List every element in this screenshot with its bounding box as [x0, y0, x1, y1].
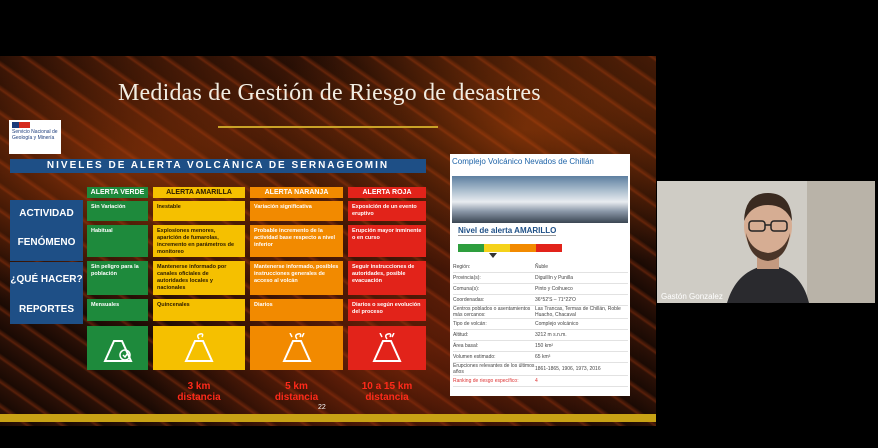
volcano-major-eruption-icon — [348, 326, 426, 370]
info-row — [453, 363, 628, 376]
info-value: Pinto y Coihueco — [535, 286, 573, 292]
info-key: Área basal: — [453, 343, 479, 349]
volcano-eruption-icon — [250, 326, 343, 370]
alert-pointer-icon — [489, 253, 497, 258]
card-title: Complejo Volcánico Nevados de Chillán — [452, 157, 594, 166]
info-value: Ñuble — [535, 264, 549, 270]
alert-cell: Probable incremento de la actividad base respecto a nivel inferior — [250, 225, 343, 257]
alert-cell: Quincenales — [153, 299, 245, 321]
footer-strip — [0, 414, 656, 422]
info-row — [453, 306, 628, 319]
alert-cell: Variación significativa — [250, 201, 343, 221]
page-number: 22 — [318, 404, 326, 411]
alert-cell: Erupción mayor inminente o en curso — [348, 225, 426, 257]
volcano-check-icon — [87, 326, 148, 370]
alert-cell: Sin peligro para la población — [87, 261, 148, 295]
info-key: Tipo de volcán: — [453, 321, 487, 327]
alert-bar-segment — [484, 244, 510, 252]
info-value: 3212 m s.n.m. — [535, 332, 567, 338]
sernageomin-logo: Servicio Nacional de Geología y Minería — [9, 120, 61, 154]
alert-cell: Mantenerse informado por canales oficiales de autoridades locales y nacionales — [153, 261, 245, 295]
row-label: ¿QUÉ HACER? — [10, 262, 83, 298]
info-row — [453, 319, 628, 330]
volcano-smoke-icon — [153, 326, 245, 370]
alert-cell: Mantenerse informado, posibles instrucciones generales de acceso al volcán — [250, 261, 343, 295]
alert-cell: Diarios — [250, 299, 343, 321]
info-key: Coordenadas: — [453, 297, 485, 303]
column-header: ALERTA AMARILLA — [153, 187, 245, 198]
alert-cell: Diarios o según evolución del proceso — [348, 299, 426, 321]
participant-video — [657, 181, 875, 303]
info-row — [453, 376, 628, 387]
alert-cell: Exposición de un evento eruptivo — [348, 201, 426, 221]
alert-bar-segment — [510, 244, 536, 252]
info-value: 150 km² — [535, 343, 554, 349]
alert-cell: Habitual — [87, 225, 148, 257]
webcam-tile[interactable] — [657, 181, 875, 303]
volcano-info-card — [450, 154, 630, 396]
info-row — [453, 352, 628, 363]
info-key: Región: — [453, 264, 471, 270]
title-underline — [218, 126, 438, 128]
alert-cell: Inestable — [153, 201, 245, 221]
volcano-info-table — [453, 262, 628, 387]
column-header: ALERTA NARANJA — [250, 187, 343, 198]
column-header: ALERTA ROJA — [348, 187, 426, 198]
evacuation-distance: 10 a 15 km distancia — [361, 381, 413, 403]
info-value: 1861-1865, 1906, 1973, 2016 — [535, 366, 601, 372]
alert-levels-banner: NIVELES DE ALERTA VOLCÁNICA DE SERNAGEOMIN — [10, 159, 426, 173]
row-label: FENÓMENO — [10, 225, 83, 261]
info-row — [453, 284, 628, 295]
info-value: 36°52'S – 71°22'O — [535, 297, 576, 303]
alert-level-label: Nivel de alerta AMARILLO — [458, 226, 557, 235]
info-value: Complejo volcánico — [535, 321, 579, 327]
info-key: Comuna(s): — [453, 286, 480, 292]
info-key: Centros poblados o asentamientos más cercanos: — [453, 306, 531, 318]
info-key: Provincia(s): — [453, 275, 481, 281]
info-value: Diguillín y Punilla — [535, 275, 574, 281]
info-key: Altitud: — [453, 332, 469, 338]
alert-cell: Mensuales — [87, 299, 148, 321]
info-value: 65 km³ — [535, 354, 551, 360]
volcano-photo — [452, 176, 628, 223]
info-row — [453, 330, 628, 341]
slide-title: Medidas de Gestión de Riesgo de desastres — [118, 80, 541, 106]
info-value: 4 — [535, 378, 538, 384]
row-label: REPORTES — [10, 296, 83, 324]
row-label: ACTIVIDAD — [10, 200, 83, 228]
alert-cell: Seguir instrucciones de autoridades, posible evacuación — [348, 261, 426, 295]
evacuation-distance: 3 km distancia — [177, 381, 221, 403]
presentation-slide — [0, 56, 656, 426]
alert-bar-segment — [536, 244, 562, 252]
info-row — [453, 262, 628, 273]
alert-bar-segment — [458, 244, 484, 252]
alert-level-bar — [458, 244, 562, 252]
info-value: Las Trancas, Termas de Chillán, Roble Huacho, Chacaval — [535, 306, 621, 318]
info-row — [453, 341, 628, 352]
column-header: ALERTA VERDE — [87, 187, 148, 198]
info-key: Ranking de riesgo específico: — [453, 378, 519, 384]
info-row — [453, 273, 628, 284]
info-key: Volumen estimado: — [453, 354, 496, 360]
participant-name: Gastón Gonzalez — [661, 292, 723, 301]
info-row — [453, 295, 628, 306]
alert-cell: Explosiones menores, aparición de fumarolas, incremento en parámetros de monitoreo — [153, 225, 245, 257]
info-key: Erupciones relevantes de los últimos años — [453, 363, 535, 375]
evacuation-distance: 5 km distancia — [274, 381, 319, 403]
alert-cell: Sin Variación — [87, 201, 148, 221]
